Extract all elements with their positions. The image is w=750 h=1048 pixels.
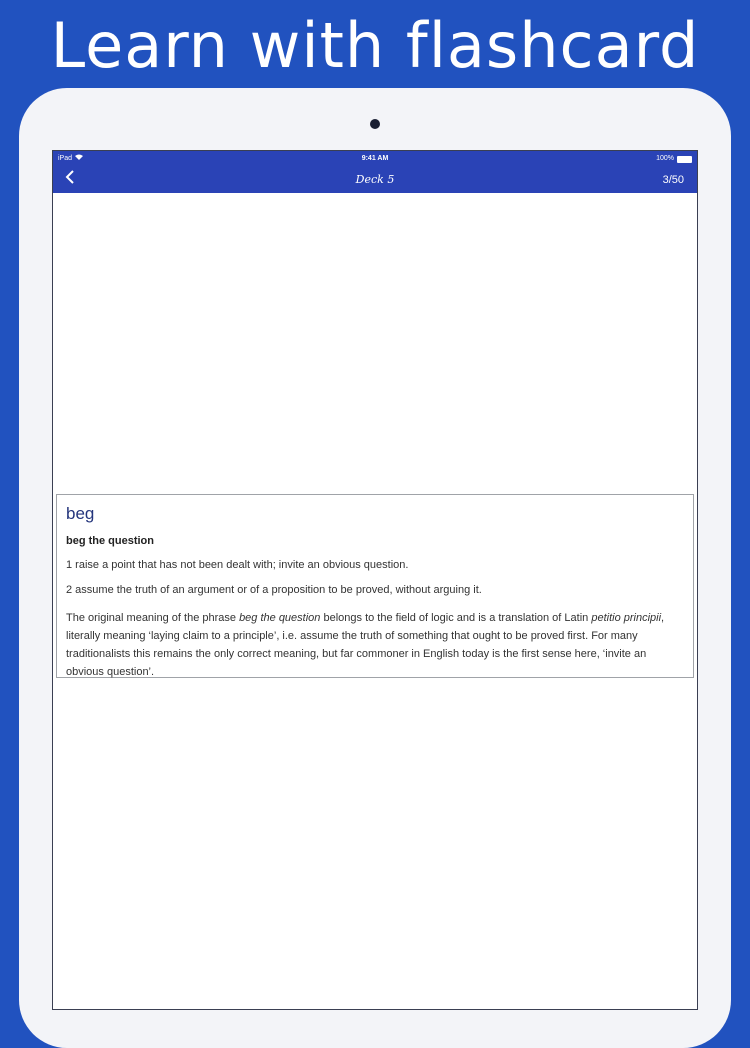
card-word: beg [66, 504, 95, 523]
device-label: iPad [58, 155, 73, 162]
battery-icon [677, 156, 692, 163]
battery-percent: 100% [656, 155, 674, 162]
status-time: 9:41 AM [361, 155, 389, 162]
nav-bar [53, 167, 697, 193]
promo-headline: Learn with flashcard [50, 9, 700, 82]
usage-note: The original meaning of the phrase beg the question belongs to the field of logic and is a translation of Latin petitio principii, literally meaning ‘laying claim to a principle’, i.e. assume the truth of something that ought to be proved first. For many traditionalists this remains the only correct meaning, but far commoner in English today is the first sense here, ‘invite an obvious question’. [66, 612, 665, 678]
app-screen [52, 150, 698, 1010]
card-phrase: beg the question [66, 535, 154, 547]
front-camera [370, 119, 380, 129]
definition-2: 2 assume the truth of an argument or of a proposition to be proved, without arguing it. [66, 584, 482, 596]
deck-title: Deck 5 [355, 173, 395, 186]
flashcard[interactable] [56, 494, 694, 678]
card-counter: 3/50 [662, 174, 684, 186]
status-bar [53, 151, 697, 167]
definition-1: 1 raise a point that has not been dealt with; invite an obvious question. [66, 559, 409, 571]
